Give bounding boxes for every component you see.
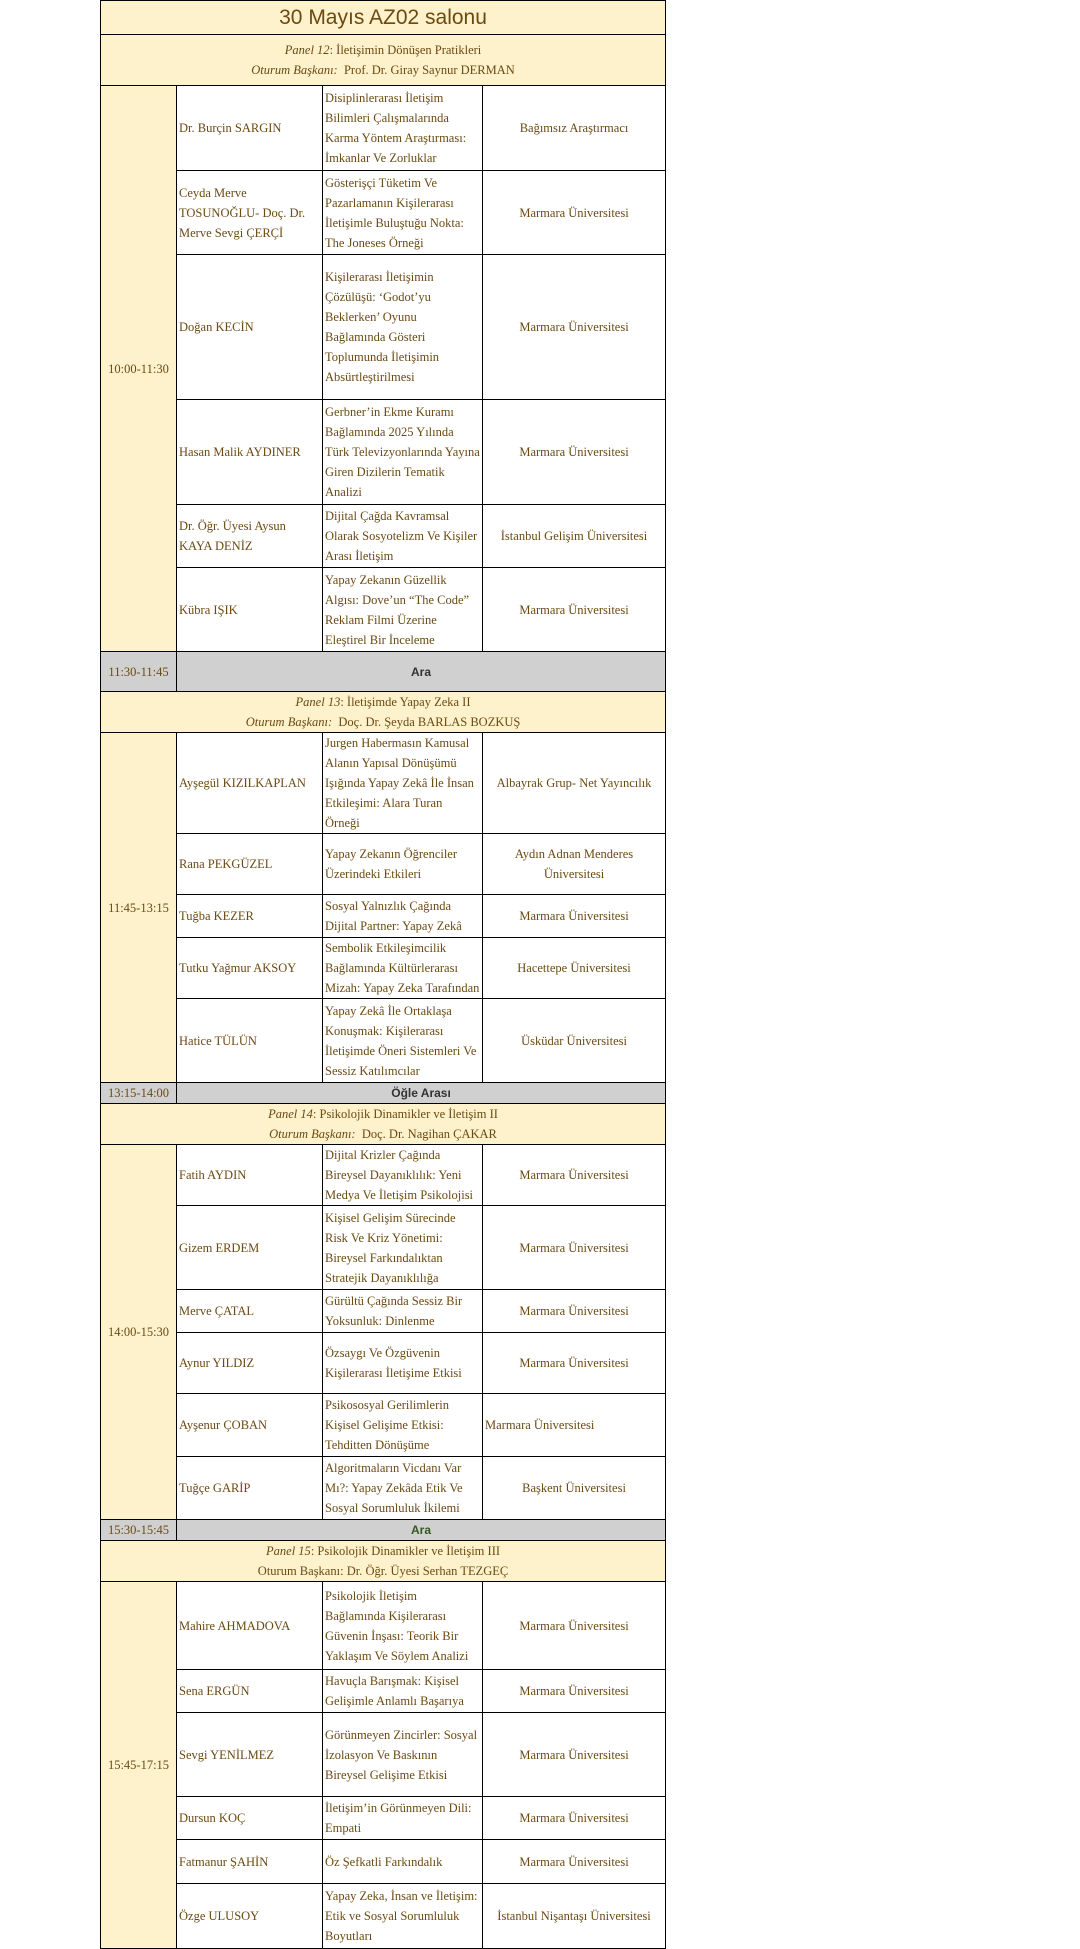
page-title: 30 Mayıs AZ02 salonu [101,1,666,35]
table-row [101,568,666,652]
talk-title: Öz Şefkatli Farkındalık [323,1840,483,1884]
talk-title: İletişim’in Görünmeyen Dili: Empati [323,1797,483,1840]
speaker-name: Dr. Burçin SARGIN [177,86,323,171]
institution: Başkent Üniversitesi [483,1457,666,1520]
session-time: 10:00-11:30 [101,86,177,652]
panel-name: : İletişimde Yapay Zeka II [340,695,471,709]
talk-title: Görünmeyen Zincirler: Sosyal İzolasyon Ve Baskının Bireysel Gelişime Etkisi [323,1713,483,1797]
session-chair: Dr. Öğr. Üyesi Serhan TEZGEÇ [346,1564,509,1578]
session-time: 11:45-13:15 [101,733,177,1083]
panel-header-13 [101,692,666,733]
table-row [101,255,666,400]
institution: Albayrak Grup- Net Yayıncılık [483,733,666,834]
talk-title: Özsaygı Ve Özgüvenin Kişilerarası İletişime Etkisi [323,1333,483,1394]
institution: Marmara Üniversitesi [483,1394,666,1457]
institution: Aydın Adnan Menderes Üniversitesi [483,834,666,895]
speaker-name: Hatice TÜLÜN [177,999,323,1083]
table-row [101,1884,666,1949]
table-row [101,1457,666,1520]
institution: Marmara Üniversitesi [483,1206,666,1290]
session-chair: Prof. Dr. Giray Saynur DERMAN [343,63,515,77]
table-row [101,505,666,568]
talk-title: Havuçla Barışmak: Kişisel Gelişimle Anlamlı Başarıya [323,1670,483,1713]
panel-header-14 [101,1104,666,1145]
speaker-name: Sena ERGÜN [177,1670,323,1713]
table-row [101,1797,666,1840]
talk-title: Gürültü Çağında Sessiz Bir Yoksunluk: Dinlenme [323,1290,483,1333]
lunch-time: 13:15-14:00 [101,1083,177,1104]
session-chair: Doç. Dr. Nagihan ÇAKAR [361,1127,497,1141]
speaker-name: Ayşenur ÇOBAN [177,1394,323,1457]
speaker-name: Tuğba KEZER [177,895,323,938]
talk-title: Yapay Zeka, İnsan ve İletişim: Etik ve Sosyal Sorumluluk Boyutları [323,1884,483,1949]
speaker-name: Aynur YILDIZ [177,1333,323,1394]
break-label: Ara [177,652,666,692]
chair-label: Oturum Başkanı: [245,715,333,729]
institution: Marmara Üniversitesi [483,1713,666,1797]
chair-label: Oturum Başkanı: [251,63,338,77]
speaker-name: Tuğçe GARİP [177,1457,323,1520]
institution: Marmara Üniversitesi [483,1582,666,1670]
panel-header-12 [101,35,666,86]
session-chair: Doç. Dr. Şeyda BARLAS BOZKUŞ [338,715,521,729]
institution: Marmara Üniversitesi [483,1670,666,1713]
talk-title: Sosyal Yalnızlık Çağında Dijital Partner: Yapay Zekâ [323,895,483,938]
table-row [101,834,666,895]
talk-title: Jurgen Habermasın Kamusal Alanın Yapısal Dönüşümü Işığında Yapay Zekâ İle İnsan Etkileşimi: Alara Turan Örneği [323,733,483,834]
speaker-name: Gizem ERDEM [177,1206,323,1290]
institution: Marmara Üniversitesi [483,568,666,652]
talk-title: Gerbner’in Ekme Kuramı Bağlamında 2025 Yılında Türk Televizyonlarında Yayına Giren Dizilerin Tematik Analizi [323,400,483,505]
speaker-name: Tutku Yağmur AKSOY [177,938,323,999]
speaker-name: Fatmanur ŞAHİN [177,1840,323,1884]
title-row [101,1,666,35]
speaker-name: Sevgi YENİLMEZ [177,1713,323,1797]
break-row [101,1520,666,1541]
table-row [101,400,666,505]
institution: İstanbul Gelişim Üniversitesi [483,505,666,568]
chair-label: Oturum Başkanı: [269,1127,356,1141]
break-label: Ara [177,1520,666,1541]
table-row [101,1290,666,1333]
table-row [101,999,666,1083]
talk-title: Yapay Zekâ İle Ortaklaşa Konuşmak: Kişilerarası İletişimde Öneri Sistemleri Ve Sessiz Katılımcılar [323,999,483,1083]
chair-label: Oturum Başkanı: [257,1564,344,1578]
speaker-name: Merve ÇATAL [177,1290,323,1333]
talk-title: Yapay Zekanın Öğrenciler Üzerindeki Etkileri [323,834,483,895]
break-row [101,652,666,692]
panel-number: Panel 14 [268,1107,313,1121]
speaker-name: Doğan KECİN [177,255,323,400]
talk-title: Dijital Krizler Çağında Bireysel Dayanıklılık: Yeni Medya Ve İletişim Psikolojisi [323,1145,483,1206]
talk-title: Dijital Çağda Kavramsal Olarak Sosyotelizm Ve Kişiler Arası İletişim [323,505,483,568]
talk-title: Kişisel Gelişim Sürecinde Risk Ve Kriz Yönetimi: Bireysel Farkındalıktan Stratejik Dayanıklılığa [323,1206,483,1290]
table-row [101,895,666,938]
table-row [101,1394,666,1457]
schedule-table [100,0,666,1949]
talk-title: Psikososyal Gerilimlerin Kişisel Gelişime Etkisi: Tehditten Dönüşüme [323,1394,483,1457]
institution: Marmara Üniversitesi [483,171,666,255]
table-row [101,1145,666,1206]
institution: İstanbul Nişantaşı Üniversitesi [483,1884,666,1949]
break-time: 15:30-15:45 [101,1520,177,1541]
speaker-name: Mahire AHMADOVA [177,1582,323,1670]
panel-number: Panel 15 [266,1544,311,1558]
talk-title: Sembolik Etkileşimcilik Bağlamında Kültürlerarası Mizah: Yapay Zeka Tarafından [323,938,483,999]
institution: Marmara Üniversitesi [483,255,666,400]
break-time: 11:30-11:45 [101,652,177,692]
table-row [101,86,666,171]
speaker-name: Fatih AYDIN [177,1145,323,1206]
table-row [101,171,666,255]
speaker-name: Ayşegül KIZILKAPLAN [177,733,323,834]
institution: Marmara Üniversitesi [483,1145,666,1206]
speaker-name: Rana PEKGÜZEL [177,834,323,895]
panel-header-15 [101,1541,666,1582]
lunch-label: Öğle Arası [177,1083,666,1104]
panel-number: Panel 12 [284,43,330,57]
institution: Marmara Üniversitesi [483,1333,666,1394]
table-row [101,1713,666,1797]
talk-title: Algoritmaların Vicdanı Var Mı?: Yapay Zekâda Etik Ve Sosyal Sorumluluk İkilemi [323,1457,483,1520]
talk-title: Gösterişçi Tüketim Ve Pazarlamanın Kişilerarası İletişimle Buluştuğu Nokta: The Joneses Örneği [323,171,483,255]
panel-number: Panel 13 [295,695,341,709]
table-row [101,1840,666,1884]
panel-name: : Psikolojik Dinamikler ve İletişim II [312,1107,498,1121]
talk-title: Disiplinlerarası İletişim Bilimleri Çalışmalarında Karma Yöntem Araştırması: İmkanlar Ve Zorluklar [323,86,483,171]
institution: Marmara Üniversitesi [483,1840,666,1884]
session-time: 14:00-15:30 [101,1145,177,1520]
session-time: 15:45-17:15 [101,1582,177,1949]
institution: Marmara Üniversitesi [483,400,666,505]
speaker-name: Dr. Öğr. Üyesi Aysun KAYA DENİZ [177,505,323,568]
speaker-name: Özge ULUSOY [177,1884,323,1949]
speaker-name: Hasan Malik AYDINER [177,400,323,505]
speaker-name: Kübra IŞIK [177,568,323,652]
panel-name: : İletişimin Dönüşen Pratikleri [329,43,482,57]
table-row [101,733,666,834]
panel-name: : Psikolojik Dinamikler ve İletişim III [310,1544,501,1558]
institution: Marmara Üniversitesi [483,1290,666,1333]
institution: Bağımsız Araştırmacı [483,86,666,171]
table-row [101,1333,666,1394]
table-row [101,1582,666,1670]
lunch-row [101,1083,666,1104]
institution: Hacettepe Üniversitesi [483,938,666,999]
table-row [101,1670,666,1713]
talk-title: Psikolojik İletişim Bağlamında Kişilerarası Güvenin İnşası: Teorik Bir Yaklaşım Ve Söylem Analizi [323,1582,483,1670]
talk-title: Yapay Zekanın Güzellik Algısı: Dove’un “The Code” Reklam Filmi Üzerine Eleştirel Bir İnceleme [323,568,483,652]
table-row [101,1206,666,1290]
table-row [101,938,666,999]
speaker-name: Dursun KOÇ [177,1797,323,1840]
institution: Üsküdar Üniversitesi [483,999,666,1083]
institution: Marmara Üniversitesi [483,1797,666,1840]
speaker-name: Ceyda Merve TOSUNOĞLU- Doç. Dr. Merve Sevgi ÇERÇİ [177,171,323,255]
talk-title: Kişilerarası İletişimin Çözülüşü: ‘Godot’yu Beklerken’ Oyunu Bağlamında Gösteri Toplumunda İletişimin Absürtleştirilmesi [323,255,483,400]
institution: Marmara Üniversitesi [483,895,666,938]
